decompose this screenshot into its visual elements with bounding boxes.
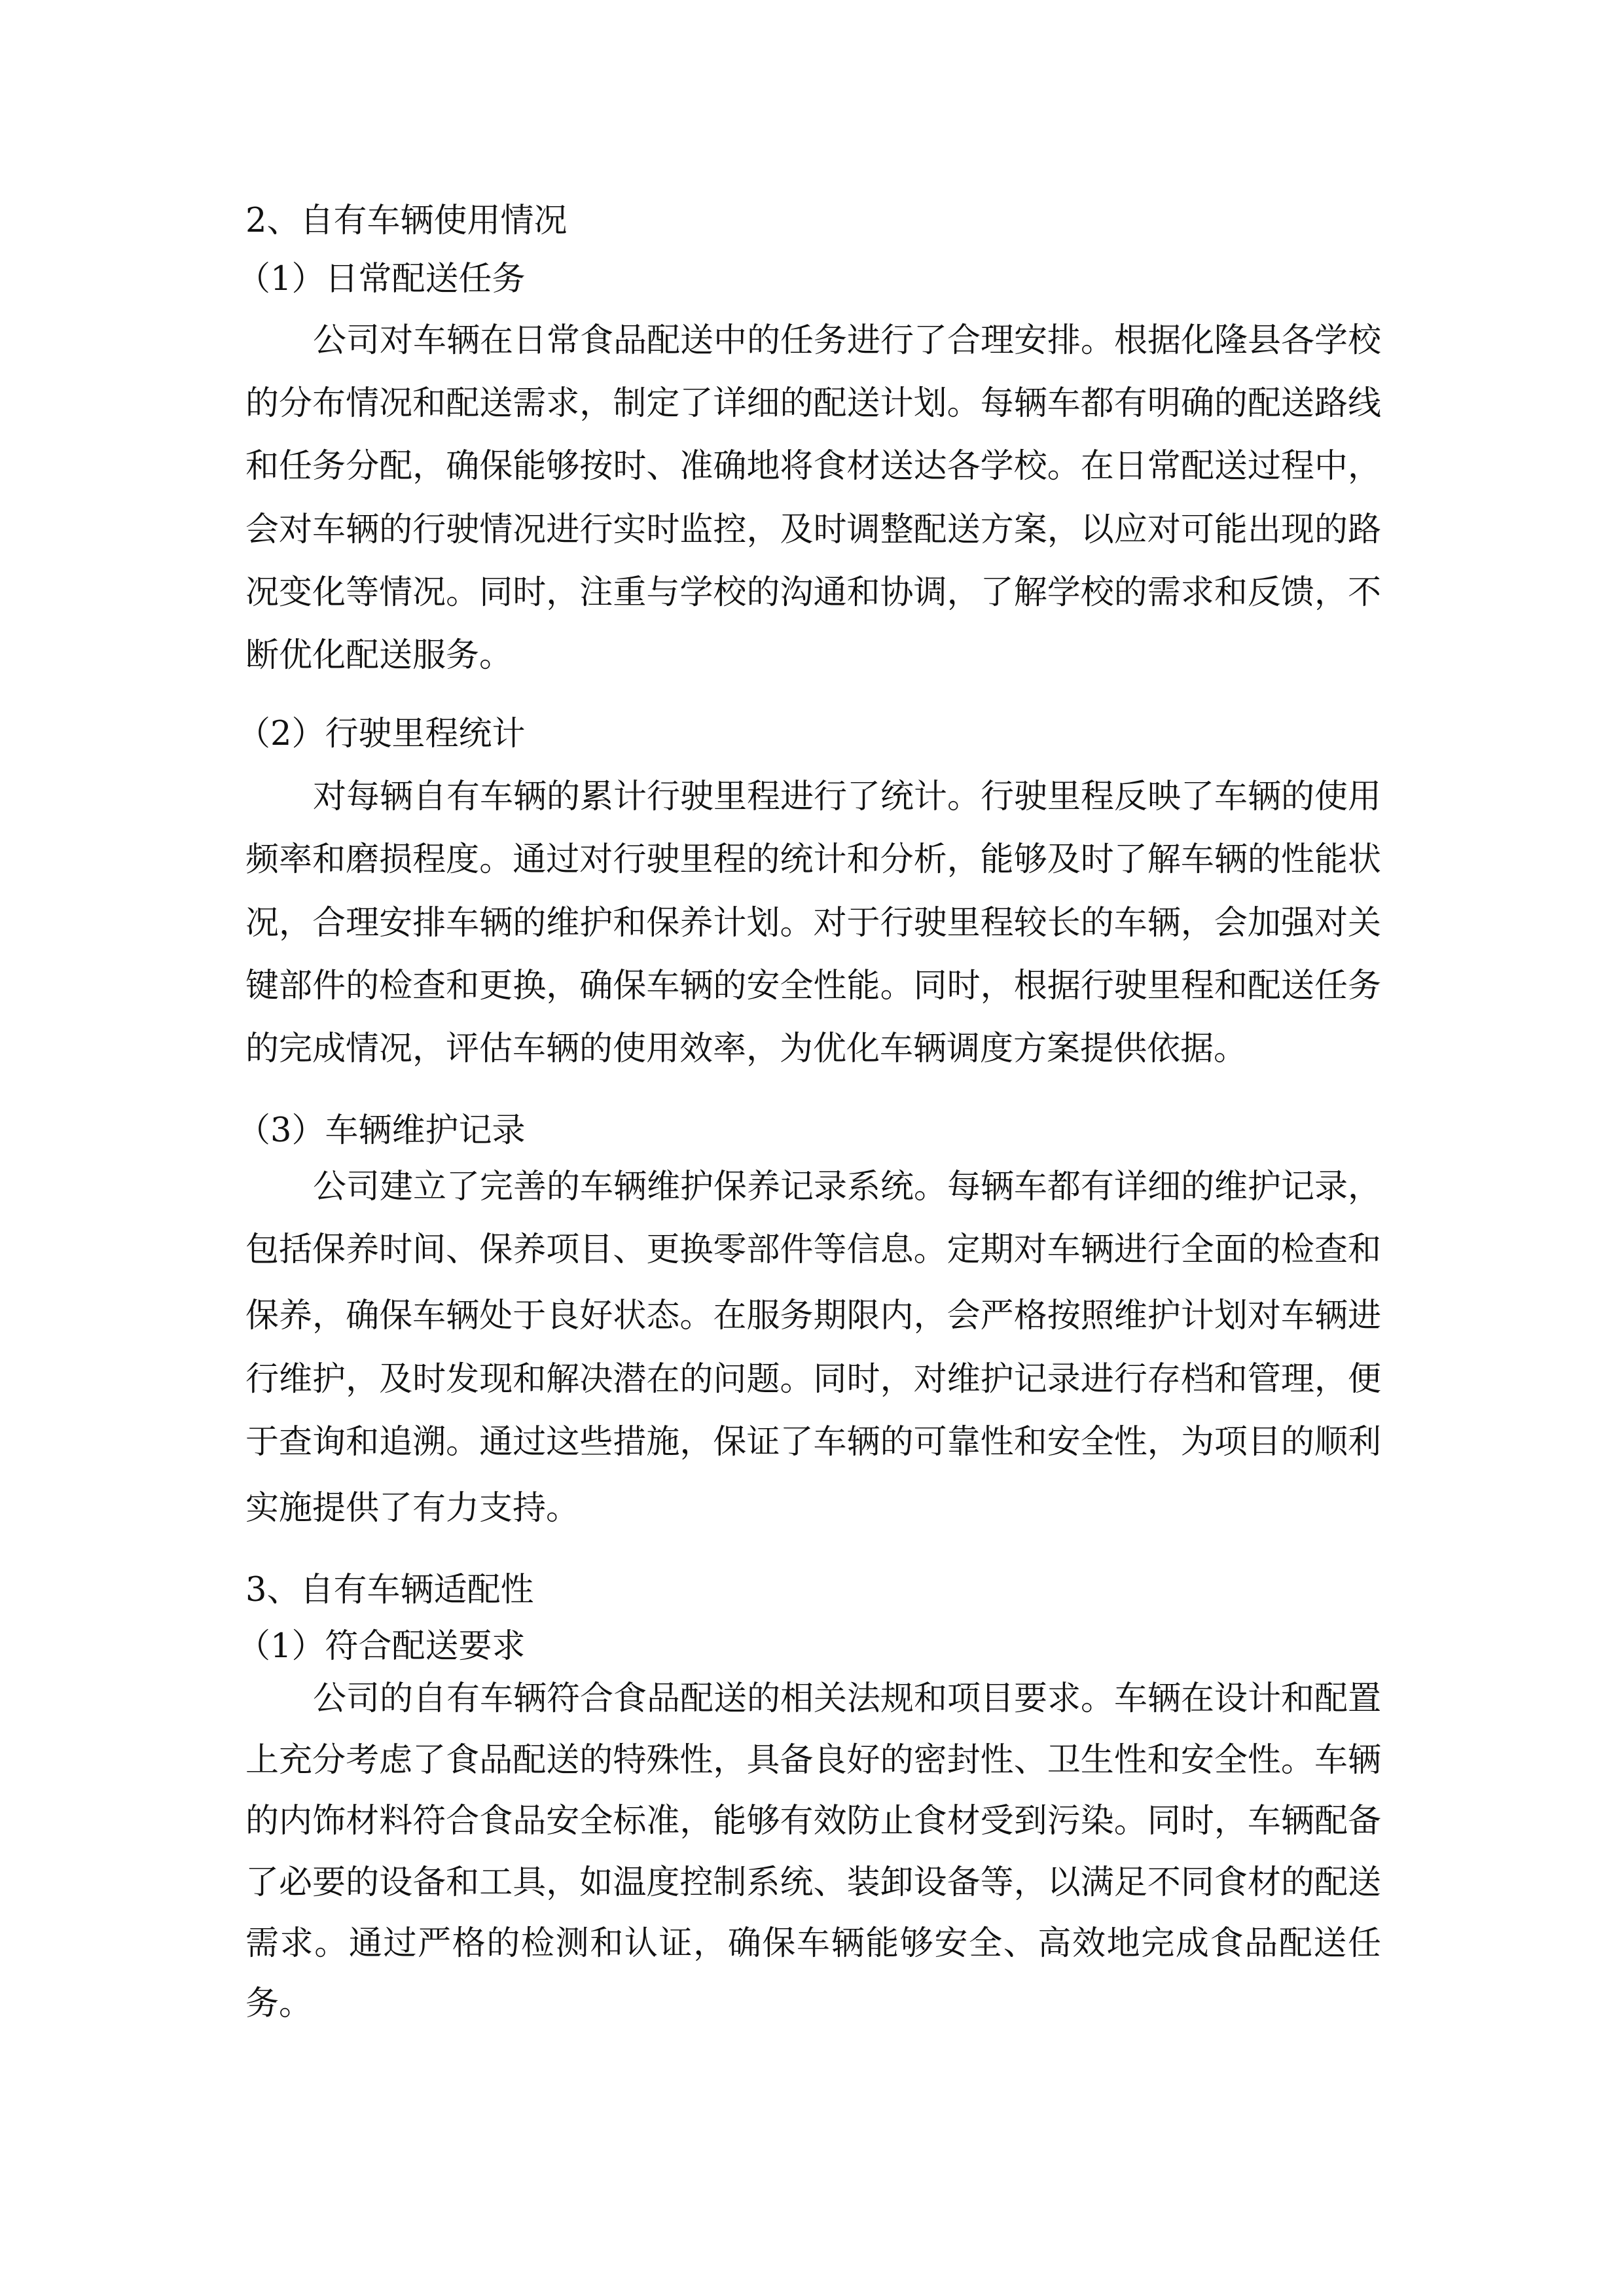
paragraph-line: 断优化配送服务。 [245,636,513,675]
paragraph-line: 于查询和追溯。通过这些措施，保证了车辆的可靠性和安全性，为项目的顺利 [245,1423,1381,1462]
paragraph-line: 包括保养时间、保养项目、更换零部件等信息。定期对车辆进行全面的检查和 [245,1230,1381,1269]
paragraph-line: 会对车辆的行驶情况进行实时监控，及时调整配送方案，以应对可能出现的路 [245,511,1381,549]
paragraph-line: 对每辆自有车辆的累计行驶里程进行了统计。行驶里程反映了车辆的使用 [313,778,1382,816]
paragraph-line: 的完成情况，评估车辆的使用效率，为优化车辆调度方案提供依据。 [245,1030,1248,1068]
paragraph-line: 务。 [245,1984,313,2023]
paragraph-line: 况变化等情况。同时，注重与学校的沟通和协调，了解学校的需求和反馈，不 [245,573,1381,612]
section-heading: 2、自有车辆使用情况 [245,202,568,240]
paragraph-line: 公司建立了完善的车辆维护保养记录系统。每辆车都有详细的维护记录， [313,1168,1382,1206]
paragraph-line: 公司对车辆在日常食品配送中的任务进行了合理安排。根据化隆县各学校 [313,321,1382,360]
subsection-heading: （1）符合配送要求 [237,1627,526,1666]
paragraph-line: 况，合理安排车辆的维护和保养计划。对于行驶里程较长的车辆，会加强对关 [245,904,1381,942]
paragraph-line: 上充分考虑了食品配送的特殊性，具备良好的密封性、卫生性和安全性。车辆 [245,1741,1381,1780]
paragraph-line: 了必要的设备和工具，如温度控制系统、装卸设备等，以满足不同食材的配送 [245,1863,1381,1902]
paragraph-line: 需求。通过严格的检测和认证，确保车辆能够安全、高效地完成食品配送任 [245,1924,1381,1963]
paragraph-line: 的内饰材料符合食品安全标准，能够有效防止食材受到污染。同时，车辆配备 [245,1802,1381,1840]
paragraph-line: 键部件的检查和更换，确保车辆的安全性能。同时，根据行驶里程和配送任务 [245,967,1381,1005]
section-heading: 3、自有车辆适配性 [245,1571,534,1609]
paragraph-line: 行维护，及时发现和解决潜在的问题。同时，对维护记录进行存档和管理，便 [245,1360,1381,1399]
paragraph-line: 频率和磨损程度。通过对行驶里程的统计和分析，能够及时了解车辆的性能状 [245,840,1381,879]
paragraph-line: 实施提供了有力支持。 [245,1489,580,1528]
paragraph-line: 的分布情况和配送需求，制定了详细的配送计划。每辆车都有明确的配送路线 [245,384,1381,423]
paragraph-line: 保养，确保车辆处于良好状态。在服务期限内，会严格按照维护计划对车辆进 [245,1297,1381,1335]
subsection-heading: （3）车辆维护记录 [237,1111,526,1150]
subsection-heading: （2）行驶里程统计 [237,715,526,753]
paragraph-line: 公司的自有车辆符合食品配送的相关法规和项目要求。车辆在设计和配置 [313,1679,1382,1718]
subsection-heading: （1）日常配送任务 [237,260,526,298]
paragraph-line: 和任务分配，确保能够按时、准确地将食材送达各学校。在日常配送过程中， [245,447,1381,486]
